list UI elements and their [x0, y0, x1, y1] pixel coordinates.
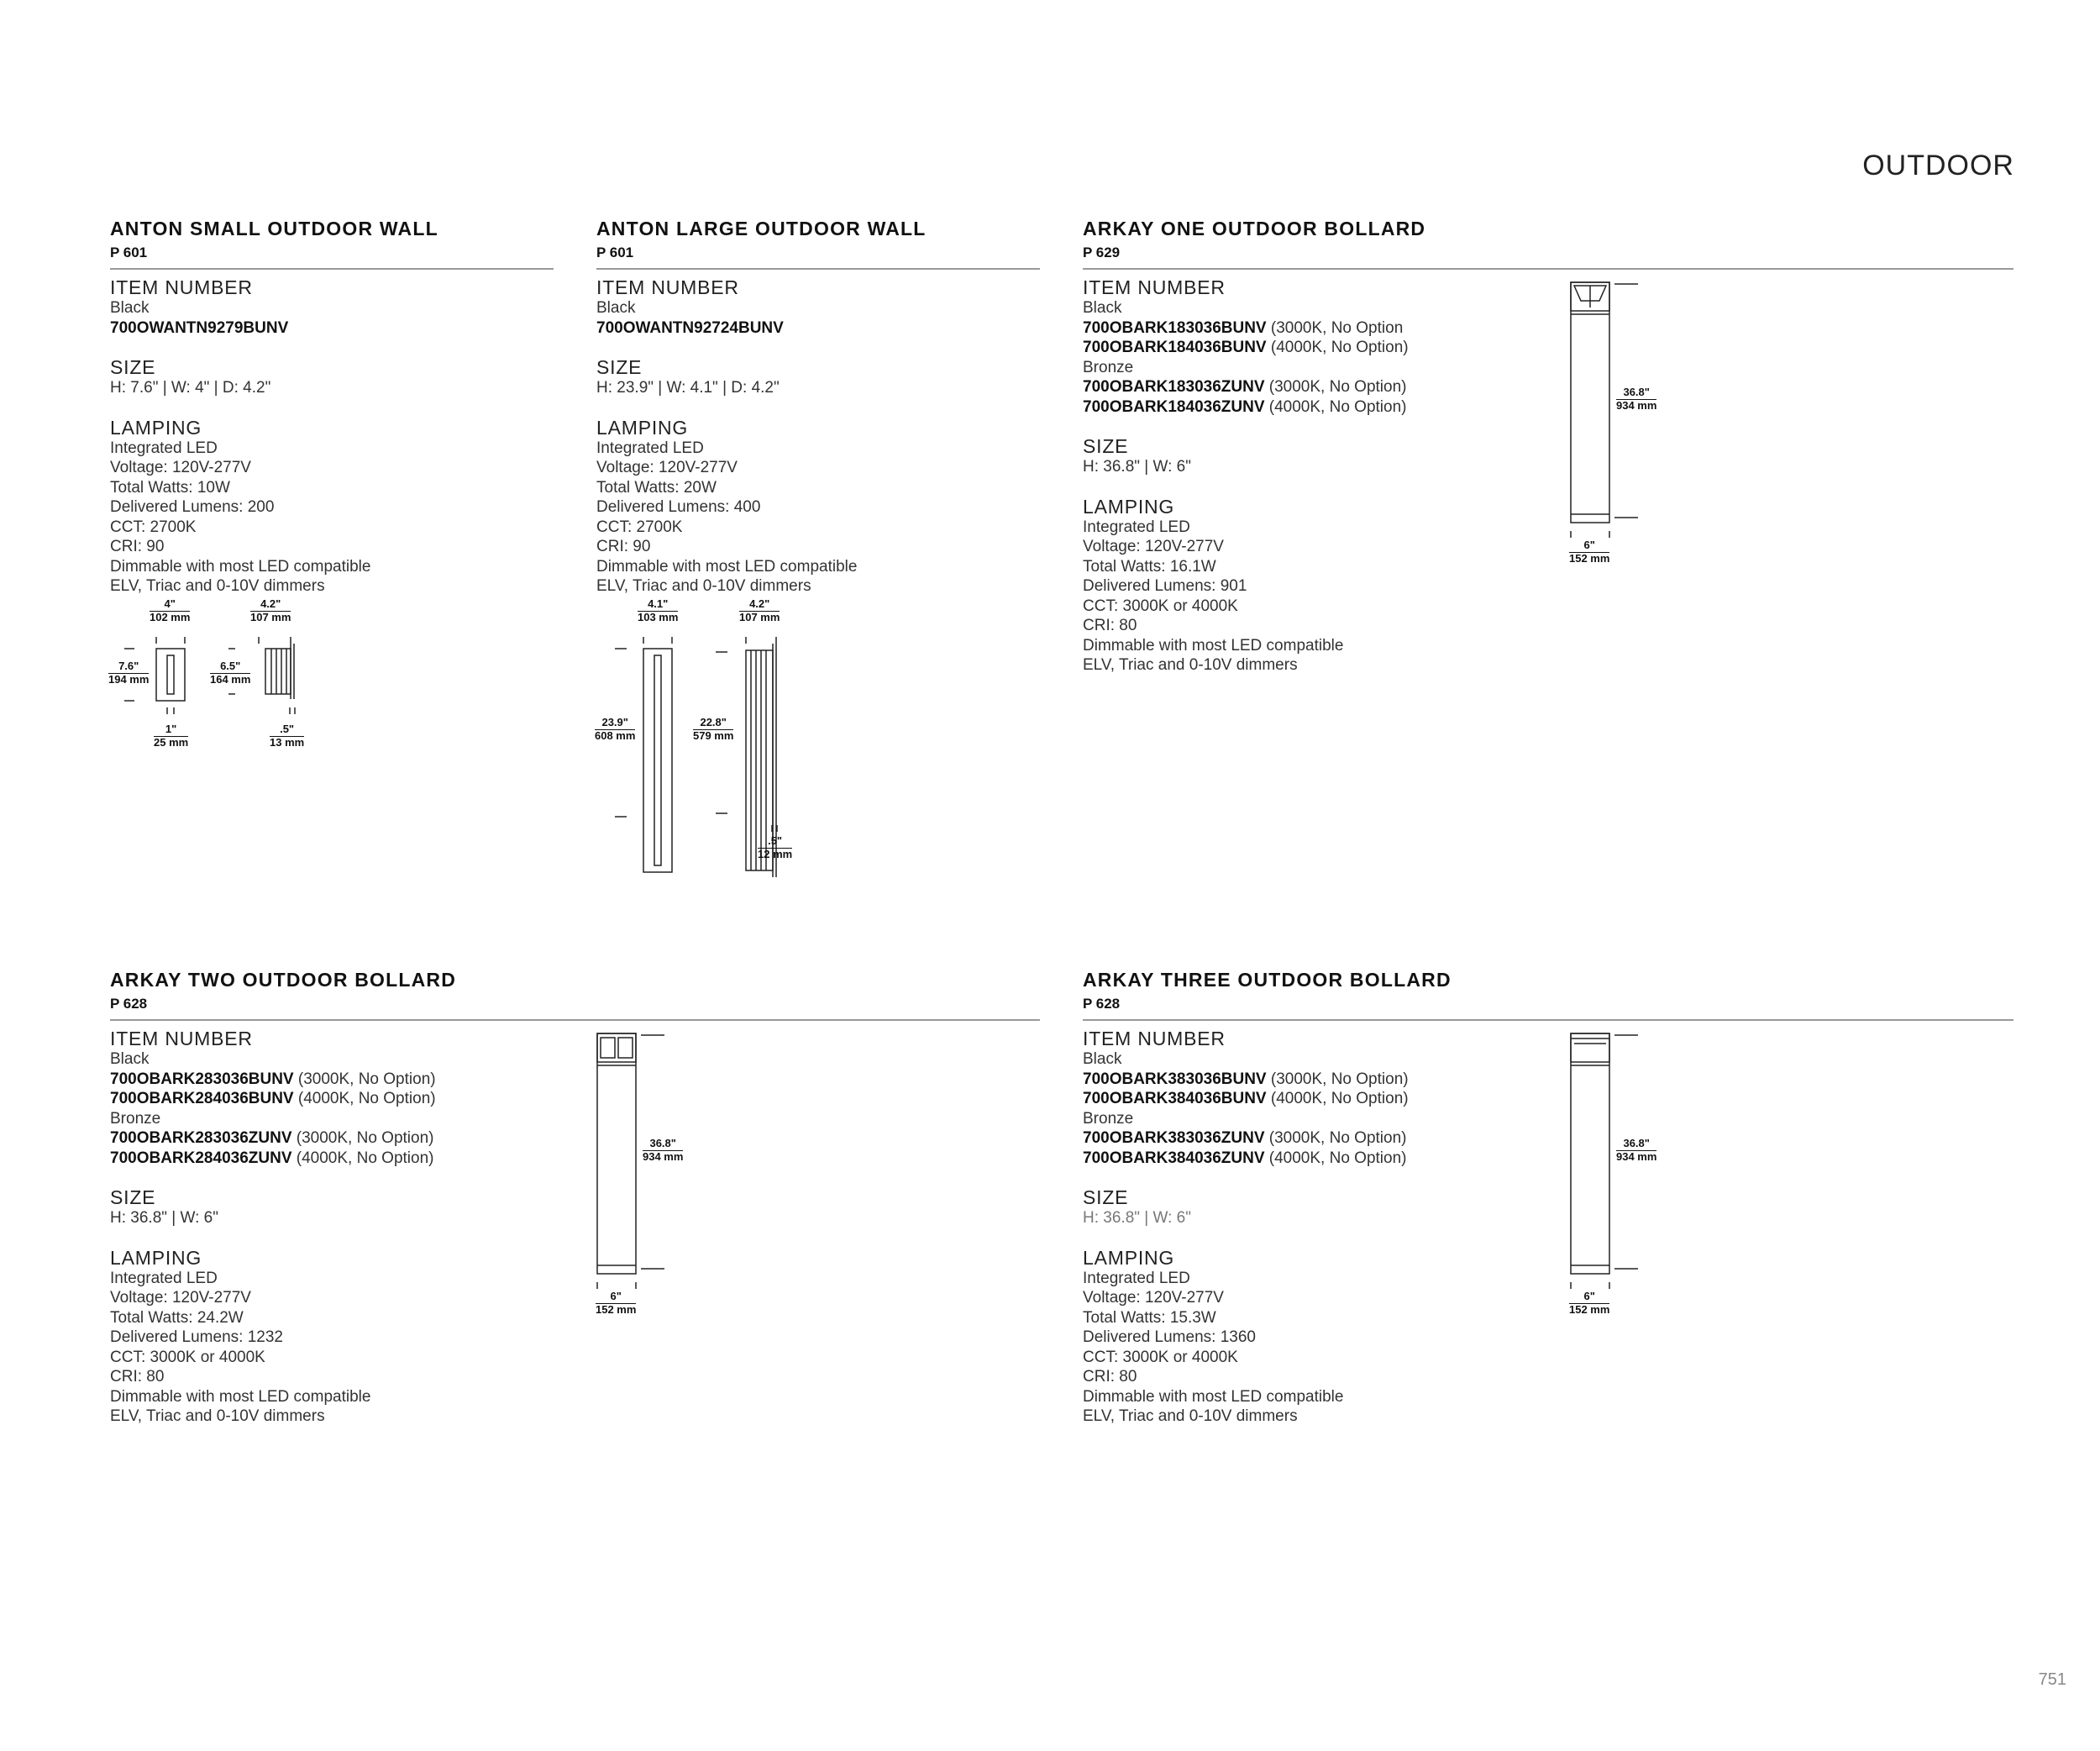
dimension-width: 4" 102 mm — [150, 597, 191, 623]
lamping-line: CCT: 3000K or 4000K — [1083, 597, 1238, 615]
lamping-line: Dimmable with most LED compatible — [596, 557, 858, 576]
product-anton-large — [596, 215, 1040, 270]
product-arkay-two — [110, 966, 1040, 1021]
finish-label: Black — [1083, 1050, 1122, 1068]
spec-block — [1083, 1028, 1553, 1427]
lamping-line: Dimmable with most LED compatible — [1083, 1387, 1344, 1406]
product-arkay-three — [1083, 966, 2013, 1021]
lamping-line: Integrated LED — [596, 439, 704, 457]
product-page-ref: P 628 — [110, 996, 148, 1012]
lamping-heading: LAMPING — [110, 416, 202, 439]
finish-label: Bronze — [110, 1109, 161, 1128]
lamping-line: CRI: 80 — [1083, 617, 1137, 634]
sku-row: 700OBARK283036BUNV (3000K, No Option) — [110, 1070, 436, 1088]
bollard-drawing — [589, 1028, 690, 1297]
finish-label: Black — [110, 1050, 150, 1068]
lamping-line: ELV, Triac and 0-10V dimmers — [110, 577, 325, 595]
product-arkay-one — [1083, 215, 2013, 270]
product-page-ref: P 628 — [1083, 996, 1121, 1012]
sku-row: 700OBARK183036BUNV (3000K, No Option — [1083, 318, 1404, 337]
finish-label: Bronze — [1083, 1109, 1134, 1128]
lamping-line: Delivered Lumens: 1360 — [1083, 1328, 1256, 1346]
sku-row: 700OBARK384036ZUNV (4000K, No Option) — [1083, 1149, 1407, 1167]
lamping-heading: LAMPING — [596, 416, 689, 439]
dimension-height: 7.6" 194 mm — [108, 660, 150, 686]
size-value: H: 36.8" | W: 6" — [110, 1209, 218, 1227]
sku-row: 700OBARK184036BUNV (4000K, No Option) — [1083, 339, 1409, 356]
dimension-height: 23.9" 608 mm — [595, 716, 636, 742]
lamping-line: Total Watts: 10W — [110, 478, 230, 497]
product-title: ARKAY THREE OUTDOOR BOLLARD — [1083, 969, 1452, 991]
lamping-line: Dimmable with most LED compatible — [1083, 636, 1344, 655]
lamping-line: Delivered Lumens: 200 — [110, 498, 275, 516]
product-anton-small — [110, 215, 554, 270]
product-title: ANTON SMALL OUTDOOR WALL — [110, 218, 438, 239]
divider — [596, 268, 1040, 270]
lamping-line: Delivered Lumens: 1232 — [110, 1328, 283, 1346]
product-title: ANTON LARGE OUTDOOR WALL — [596, 218, 927, 239]
divider — [1083, 268, 2013, 270]
lamping-line: CRI: 80 — [110, 1368, 165, 1386]
lamping-line: Delivered Lumens: 901 — [1083, 577, 1247, 595]
sku-row: 700OBARK184036ZUNV (4000K, No Option) — [1083, 397, 1407, 416]
sku-row: 700OBARK283036ZUNV (3000K, No Option) — [110, 1129, 434, 1147]
sku-row: 700OBARK183036ZUNV (3000K, No Option) — [1083, 378, 1407, 396]
divider — [1083, 1019, 2013, 1021]
lamping-line: Voltage: 120V-277V — [1083, 1289, 1224, 1307]
size-value: H: 23.9" | W: 4.1" | D: 4.2" — [596, 379, 780, 397]
item-sku: 700OWANTN92724BUNV — [596, 318, 784, 337]
divider — [110, 1019, 1040, 1021]
lamping-heading: LAMPING — [1083, 495, 1175, 518]
dimension-width: 6" 152 mm — [596, 1290, 637, 1316]
lamping-line: Voltage: 120V-277V — [1083, 538, 1224, 555]
lamping-heading: LAMPING — [110, 1246, 202, 1269]
lamping-line: Voltage: 120V-277V — [110, 1289, 251, 1307]
sku-row: 700OBARK383036BUNV (3000K, No Option) — [1083, 1070, 1409, 1088]
lamping-line: Delivered Lumens: 400 — [596, 498, 761, 516]
sku-row: 700OBARK284036ZUNV (4000K, No Option) — [110, 1149, 434, 1167]
spec-block — [110, 1028, 580, 1427]
dimension-depth: 4.2" 107 mm — [250, 597, 291, 623]
lamping-line: ELV, Triac and 0-10V dimmers — [110, 1407, 325, 1425]
divider — [110, 268, 554, 270]
lamping-line: CCT: 3000K or 4000K — [110, 1348, 265, 1366]
lamping-line: Integrated LED — [1083, 518, 1190, 536]
item-number-heading: ITEM NUMBER — [1083, 276, 1226, 298]
lamping-line: CCT: 2700K — [596, 518, 683, 536]
dimension-width: 4.1" 103 mm — [638, 597, 679, 623]
lamping-line: Voltage: 120V-277V — [110, 459, 251, 476]
sku-row: 700OBARK384036BUNV (4000K, No Option) — [1083, 1090, 1409, 1107]
lamping-line: Integrated LED — [110, 439, 218, 457]
lamping-line: Voltage: 120V-277V — [596, 459, 738, 476]
page-number: 751 — [2038, 1670, 2066, 1689]
lamping-line: Total Watts: 15.3W — [1083, 1308, 1216, 1327]
item-number-heading: ITEM NUMBER — [596, 276, 739, 298]
lamping-line: CCT: 2700K — [110, 518, 197, 536]
item-number-heading: ITEM NUMBER — [110, 1028, 253, 1049]
size-heading: SIZE — [110, 356, 156, 378]
dimension-height-2: 6.5" 164 mm — [210, 660, 251, 686]
finish-label: Black — [596, 299, 636, 317]
lamping-line: CRI: 90 — [110, 538, 165, 555]
item-number-heading: ITEM NUMBER — [110, 276, 253, 298]
bollard-drawing — [1562, 277, 1663, 546]
size-value: H: 36.8" | W: 6" — [1083, 1209, 1191, 1227]
size-value: H: 36.8" | W: 6" — [1083, 458, 1191, 476]
item-number-heading: ITEM NUMBER — [1083, 1028, 1226, 1049]
dimension-mount: .5" 13 mm — [270, 723, 305, 749]
product-page-ref: P 601 — [110, 245, 148, 260]
size-heading: SIZE — [110, 1186, 156, 1208]
dimension-height: 36.8" 934 mm — [1616, 386, 1657, 412]
size-heading: SIZE — [596, 356, 643, 378]
sku-row: 700OBARK284036BUNV (4000K, No Option) — [110, 1090, 436, 1107]
product-page-ref: P 601 — [596, 245, 634, 260]
section-title: OUTDOOR — [1862, 150, 2014, 181]
lamping-line: CRI: 90 — [596, 538, 651, 555]
finish-label: Black — [1083, 299, 1122, 317]
lamping-line: ELV, Triac and 0-10V dimmers — [596, 577, 811, 595]
dimension-width: 6" 152 mm — [1569, 539, 1610, 565]
sku-row: 700OBARK383036ZUNV (3000K, No Option) — [1083, 1129, 1407, 1147]
dimension-depth: 4.2" 107 mm — [739, 597, 780, 623]
product-page-ref: P 629 — [1083, 245, 1121, 260]
lamping-line: Dimmable with most LED compatible — [110, 1387, 371, 1406]
lamping-line: Integrated LED — [1083, 1269, 1190, 1287]
finish-label: Bronze — [1083, 358, 1134, 376]
lamping-line: Total Watts: 24.2W — [110, 1308, 244, 1327]
dimension-height-2: 22.8" 579 mm — [693, 716, 734, 742]
size-value: H: 7.6" | W: 4" | D: 4.2" — [110, 379, 271, 397]
spec-block — [596, 276, 1033, 597]
spec-block — [110, 276, 547, 597]
lamping-line: Dimmable with most LED compatible — [110, 557, 371, 576]
lamping-line: CCT: 3000K or 4000K — [1083, 1348, 1238, 1366]
finish-label: Black — [110, 299, 150, 317]
lamping-heading: LAMPING — [1083, 1246, 1175, 1269]
dimension-width: 6" 152 mm — [1569, 1290, 1610, 1316]
dimension-slot: 1" 25 mm — [154, 723, 189, 749]
lamping-line: CRI: 80 — [1083, 1368, 1137, 1386]
dimension-mount: .5" 12 mm — [758, 834, 793, 860]
lamping-line: Integrated LED — [110, 1269, 218, 1287]
product-title: ARKAY TWO OUTDOOR BOLLARD — [110, 969, 457, 991]
bollard-drawing — [1562, 1028, 1663, 1297]
lamping-line: ELV, Triac and 0-10V dimmers — [1083, 656, 1298, 674]
item-sku: 700OWANTN9279BUNV — [110, 318, 289, 337]
lamping-line: Total Watts: 20W — [596, 478, 717, 497]
lamping-line: ELV, Triac and 0-10V dimmers — [1083, 1407, 1298, 1425]
dimension-height: 36.8" 934 mm — [1616, 1137, 1657, 1163]
size-heading: SIZE — [1083, 1186, 1129, 1208]
size-heading: SIZE — [1083, 435, 1129, 457]
product-title: ARKAY ONE OUTDOOR BOLLARD — [1083, 218, 1426, 239]
lamping-line: Total Watts: 16.1W — [1083, 557, 1216, 576]
dimension-height: 36.8" 934 mm — [643, 1137, 684, 1163]
spec-block — [1083, 276, 1553, 676]
